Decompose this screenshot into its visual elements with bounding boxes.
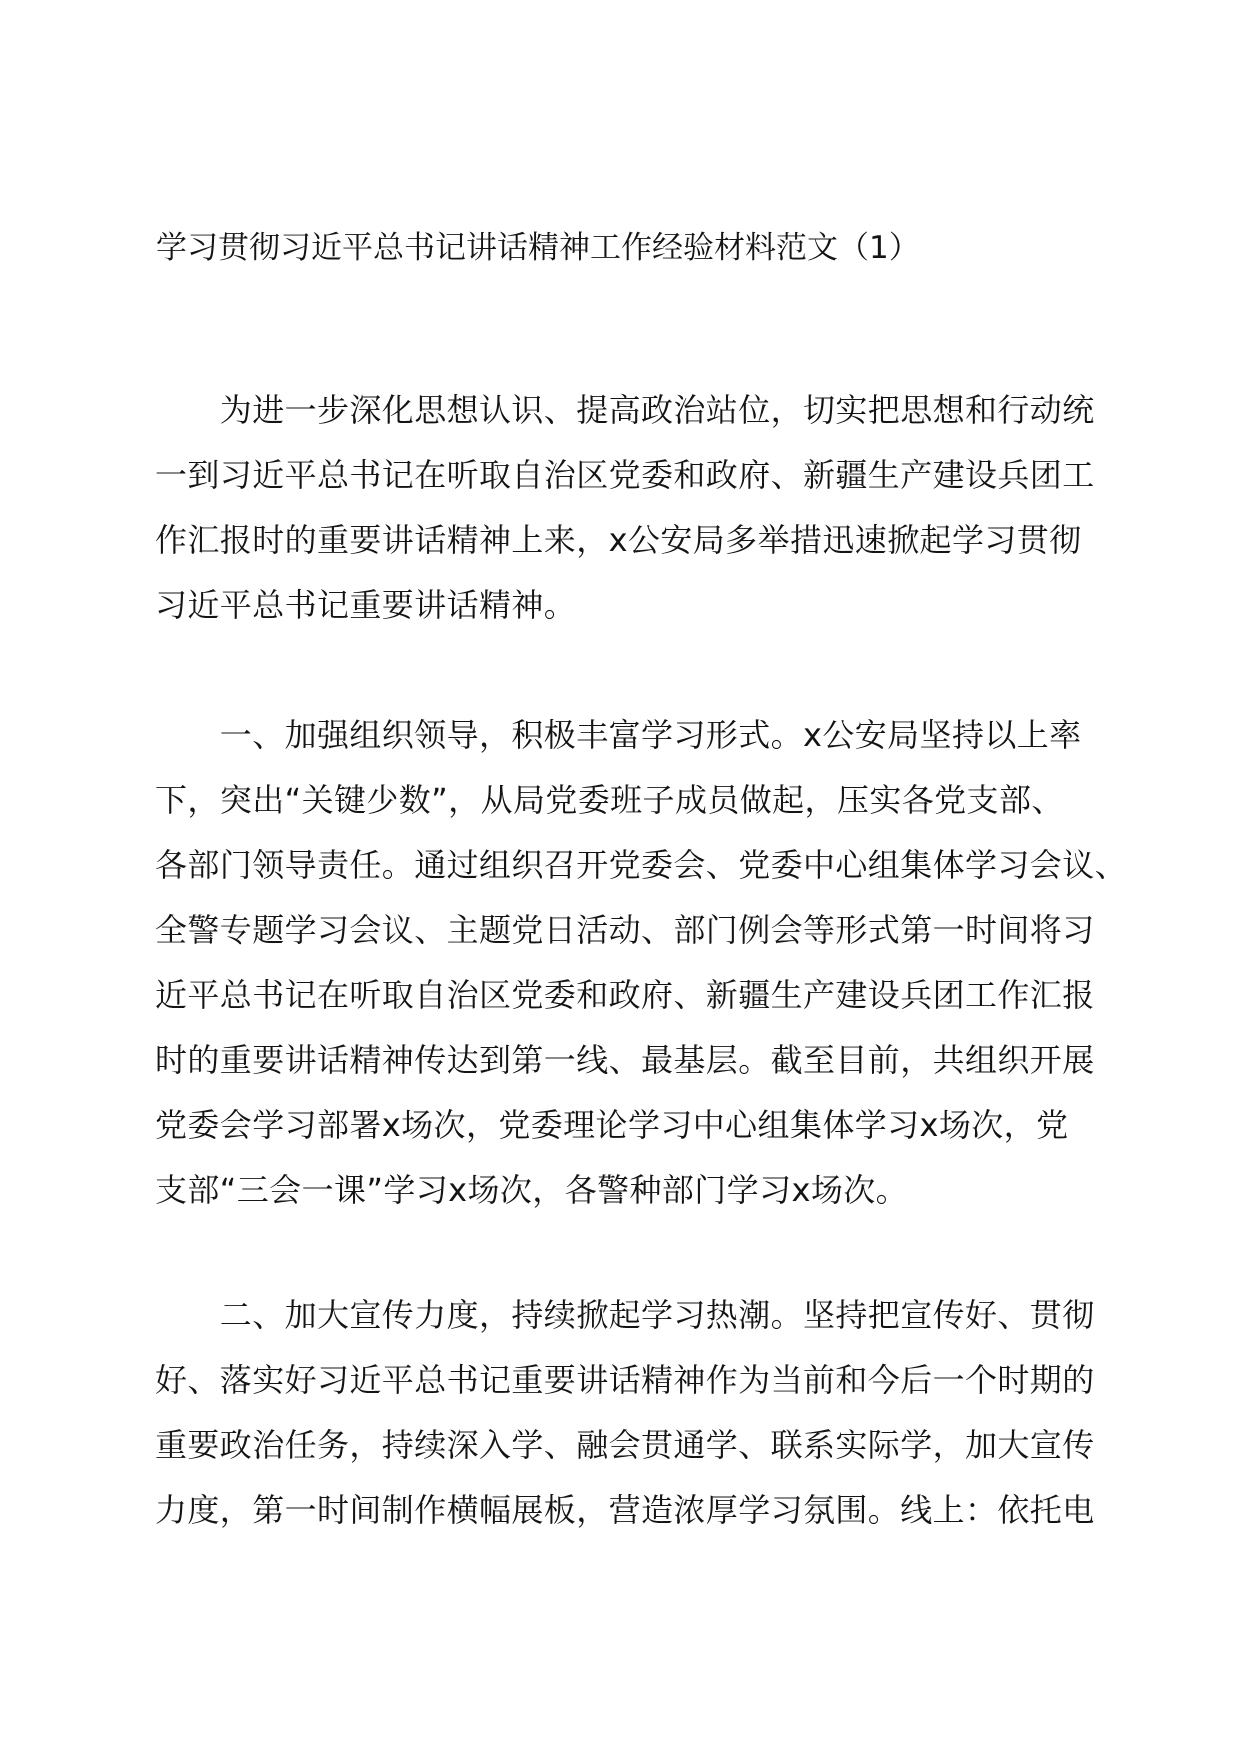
paragraph-line: 习近平总书记重要讲话精神。 <box>155 586 577 624</box>
document-title: 学习贯彻习近平总书记讲话精神工作经验材料范文（1） <box>156 230 920 266</box>
paragraph-line: 重要政治任务，持续深入学、融会贯通学、联系实际学，加大宣传 <box>155 1426 1095 1464</box>
paragraph-line: 党委会学习部署x场次，党委理论学习中心组集体学习x场次，党 <box>155 1106 1069 1144</box>
paragraph-line: 各部门领导责任。通过组织召开党委会、党委中心组集体学习会议、 <box>155 846 1128 884</box>
paragraph-section-one <box>155 703 1128 1223</box>
paragraph-line: 时的重要讲话精神传达到第一线、最基层。截至目前，共组织开展 <box>155 1041 1095 1079</box>
paragraph-line: 作汇报时的重要讲话精神上来，x公安局多举措迅速掀起学习贯彻 <box>155 521 1082 559</box>
paragraph-line: 为进一步深化思想认识、提高政治站位，切实把思想和行动统 <box>155 391 1095 429</box>
paragraph-line: 二、加大宣传力度，持续掀起学习热潮。坚持把宣传好、贯彻 <box>155 1296 1095 1334</box>
paragraph-line: 支部“三会一课”学习x场次，各警种部门学习x场次。 <box>155 1171 909 1209</box>
paragraph-line: 一、加强组织领导，积极丰富学习形式。x公安局坚持以上率 <box>155 716 1082 754</box>
paragraph-line: 好、落实好习近平总书记重要讲话精神作为当前和今后一个时期的 <box>155 1361 1095 1399</box>
paragraph-line: 力度，第一时间制作横幅展板，营造浓厚学习氛围。线上：依托电 <box>155 1491 1095 1529</box>
paragraph-section-two <box>155 1283 1095 1543</box>
paragraph-line: 下，突出“关键少数”，从局党委班子成员做起，压实各党支部、 <box>155 781 1064 819</box>
paragraph-intro <box>155 378 1095 638</box>
paragraph-line: 全警专题学习会议、主题党日活动、部门例会等形式第一时间将习 <box>155 911 1095 949</box>
paragraph-line: 一到习近平总书记在听取自治区党委和政府、新疆生产建设兵团工 <box>155 456 1095 494</box>
paragraph-line: 近平总书记在听取自治区党委和政府、新疆生产建设兵团工作汇报 <box>155 976 1095 1014</box>
